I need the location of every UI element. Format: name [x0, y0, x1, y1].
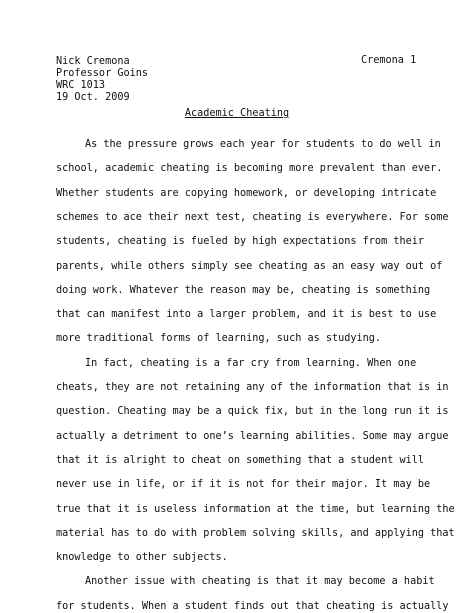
paragraph-line: doing work. Whatever the reason may be, cheating is something [56, 284, 431, 296]
paragraph-line: school, academic cheating is becoming more prevalent than ever. [56, 163, 443, 175]
paragraph-line: Another issue with cheating is that it may become a habit [85, 576, 435, 588]
paragraph-line: Whether students are copying homework, or developing intricate [56, 187, 437, 199]
paragraph-line: that can manifest into a larger problem, and it is best to use [56, 309, 437, 321]
paragraph-line: schemes to ace their next test, cheating is everywhere. For some [56, 211, 449, 223]
paragraph-line: students, cheating is fueled by high expectations from their [56, 236, 425, 248]
paragraph-line: for students. When a student finds out that cheating is actually [56, 600, 449, 612]
paragraph-line: more traditional forms of learning, such as studying. [56, 333, 382, 345]
author-name: Nick Cremona [56, 56, 130, 67]
instructor-name: Professor Goins [56, 68, 149, 79]
paragraph-line: As the pressure grows each year for students to do well in [85, 139, 441, 150]
paragraph-line: true that it is useless information at the time, but learning the [56, 503, 455, 515]
date-line: 19 Oct. 2009 [56, 92, 130, 103]
running-head: Cremona 1 [361, 55, 417, 66]
paragraph-line: question. Cheating may be a quick fix, but in the long run it is [56, 406, 449, 418]
paragraph-line: parents, while others simply see cheating as an easy way out of [56, 260, 443, 272]
paragraph-line: cheats, they are not retaining any of the information that is in [56, 382, 449, 393]
paper-title: Academic Cheating [184, 108, 290, 119]
course-code: WRC 1013 [56, 80, 106, 91]
paragraph-line: knowledge to other subjects. [56, 552, 228, 564]
paragraph-line: In fact, cheating is a far cry from learning. When one [85, 357, 417, 369]
paragraph-line: never use in life, or if it is not for their major. It may be [56, 479, 431, 491]
paragraph-line: actually a detriment to one’s learning abilities. Some may argue [56, 430, 449, 442]
paragraph-line: that it is alright to cheat on something that a student will [56, 454, 425, 466]
paragraph-line: material has to do with problem solving skills, and applying that [56, 527, 455, 539]
